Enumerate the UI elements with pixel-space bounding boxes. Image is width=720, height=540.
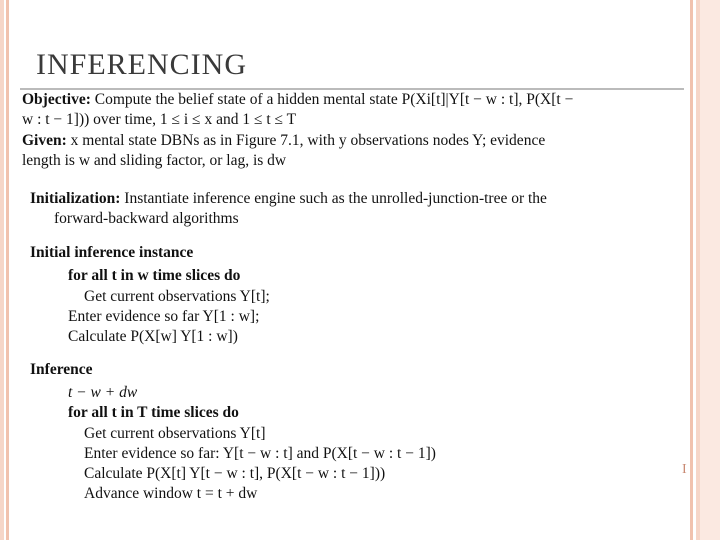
- given-line-2: [22, 151, 286, 171]
- inference-calculate: Calculate P(X[t] Y[t − w : t], P(X[t − w : t − 1])): [84, 465, 386, 482]
- edge-glyph: I: [682, 462, 687, 477]
- inference-enter-evidence: Enter evidence so far: Y[t − w : t] and P(X[t − w : t − 1]): [84, 445, 436, 462]
- inference-advance-window: Advance window t = t + dw: [84, 485, 258, 502]
- initial-enter-evidence: Enter evidence so far Y[1 : w];: [68, 308, 260, 325]
- objective-line-2: [22, 110, 296, 130]
- initialization-line-2: [54, 209, 239, 229]
- objective-label: Objective:: [22, 91, 91, 108]
- given-text-2: length is w and sliding factor, or lag, is dw: [22, 152, 287, 169]
- initialization-text-2: forward-backward algorithms: [54, 210, 239, 227]
- initial-get-observations: Get current observations Y[t];: [84, 288, 270, 305]
- initial-calculate: Calculate P(X[w] Y[1 : w]): [68, 328, 238, 345]
- initialization-label: Initialization:: [30, 190, 121, 207]
- objective-text-1: Compute the belief state of a hidden mental state P(Xi[t]|Y[t − w : t], P(X[t −: [94, 91, 574, 108]
- given-text-1: x mental state DBNs as in Figure 7.1, with y observations nodes Y; evidence: [70, 132, 546, 149]
- slide-title: INFERENCING: [36, 48, 247, 81]
- inference-get-observations: Get current observations Y[t]: [84, 425, 266, 442]
- right-decorative-border: [686, 0, 720, 540]
- initialization-text-1: Instantiate inference engine such as the unrolled-junction-tree or the: [124, 190, 547, 207]
- initialization-line-1: [30, 189, 547, 209]
- algorithm-scan: [16, 90, 684, 510]
- inference-assign: t − w + dw: [68, 384, 138, 401]
- given-line-1: [22, 131, 545, 151]
- left-decorative-border: [0, 0, 12, 540]
- initial-instance-heading: Initial inference instance: [30, 244, 194, 261]
- inference-for-line: for all t in T time slices do: [68, 404, 239, 421]
- initial-for-line: for all t in w time slices do: [68, 267, 241, 284]
- inference-heading: Inference: [30, 361, 93, 378]
- objective-line-1: [22, 90, 573, 110]
- objective-text-2: w : t − 1])) over time, 1 ≤ i ≤ x and 1 ≤ t ≤ T: [22, 111, 297, 128]
- given-label: Given:: [22, 132, 67, 149]
